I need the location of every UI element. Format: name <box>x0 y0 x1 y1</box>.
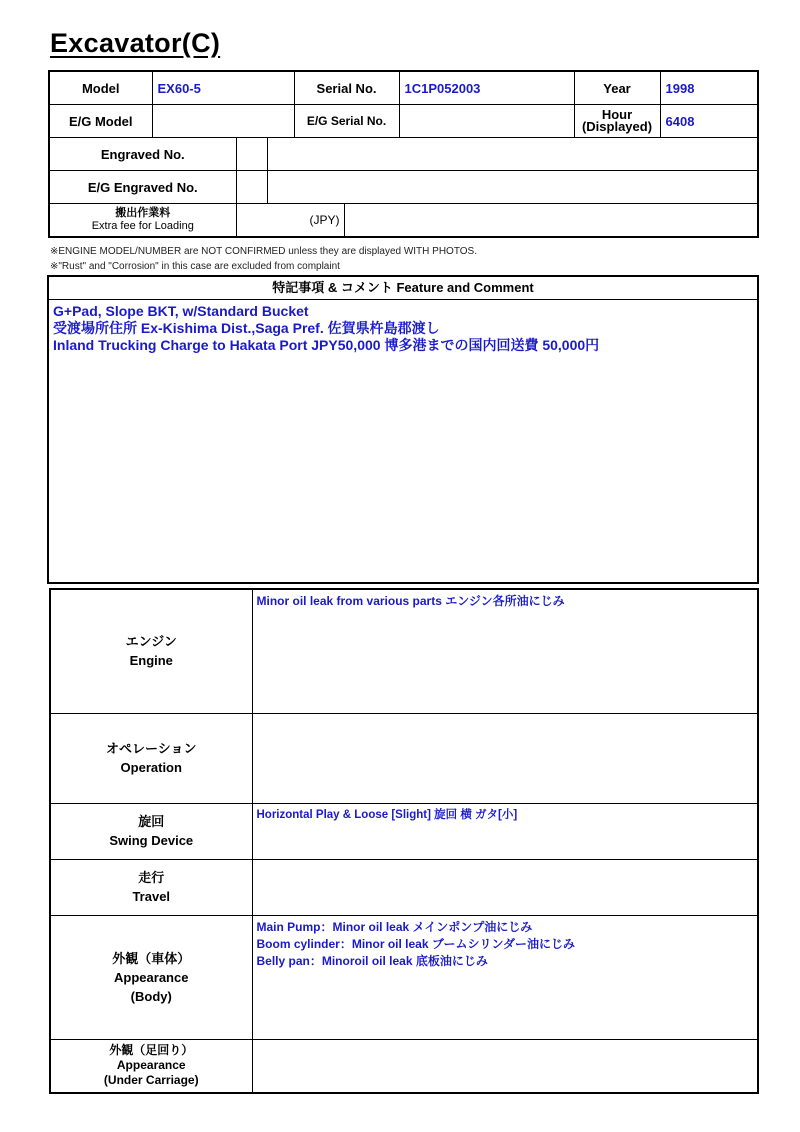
extra-fee-value <box>344 204 758 238</box>
hour-label <box>574 105 660 138</box>
year-label: Year <box>574 71 660 105</box>
eg-serial-label: E/G Serial No. <box>294 105 399 138</box>
extra-fee-label <box>49 204 236 238</box>
eg-engraved-box <box>236 171 267 204</box>
feature-body <box>49 300 757 357</box>
engine-label-en: Engine <box>129 653 173 669</box>
engine-label-jp: エンジン <box>125 634 177 650</box>
swing-comment: Horizontal Play & Loose [Slight] 旋回 横 ガタ[小] <box>256 808 518 821</box>
body-label-jp: 外観（車体） <box>112 950 191 966</box>
engine-comments <box>252 589 758 713</box>
spec-table <box>48 70 759 238</box>
body-label-en: Appearance <box>114 969 189 985</box>
engine-comment: Minor oil leak from various parts エンジン各所油にじみ <box>256 594 565 608</box>
undercarriage-label <box>50 1039 252 1093</box>
eg-model-value <box>152 105 294 138</box>
hour-label-line2: (Displayed) <box>581 119 653 134</box>
eg-engraved-value <box>267 171 758 204</box>
travel-comments <box>252 859 758 915</box>
travel-label <box>50 859 252 915</box>
operation-comments <box>252 713 758 803</box>
swing-label <box>50 803 252 859</box>
serial-value: 1C1P052003 <box>399 71 574 105</box>
travel-label-jp: 走行 <box>138 870 165 885</box>
engraved-label: Engraved No. <box>49 138 236 171</box>
engine-label <box>50 589 252 713</box>
travel-label-en: Travel <box>132 889 171 904</box>
currency-label: (JPY) <box>236 204 344 238</box>
extra-fee-label-jp: 搬出作業料 <box>115 207 171 219</box>
note-engine: ※ENGINE MODEL/NUMBER are NOT CONFIRMED unless they are displayed WITH PHOTOS. <box>50 246 477 257</box>
body-label <box>50 915 252 1039</box>
inspection-table <box>49 588 759 1094</box>
body-comments <box>252 915 758 1039</box>
eg-serial-value <box>399 105 574 138</box>
swing-label-jp: 旋回 <box>138 814 165 829</box>
model-label: Model <box>49 71 152 105</box>
undercarriage-label-en2: (Under Carriage) <box>103 1073 199 1088</box>
undercarriage-label-en: Appearance <box>116 1058 186 1073</box>
serial-label: Serial No. <box>294 71 399 105</box>
operation-label-en: Operation <box>120 760 182 775</box>
operation-label-jp: オペレーション <box>106 741 197 756</box>
extra-fee-label-en: Extra fee for Loading <box>91 220 194 232</box>
feature-line: 受渡場所住所 Ex-Kishima Dist.,Saga Pref. 佐賀県杵島郡渡し <box>53 320 440 336</box>
hour-label-line1: Hour <box>601 107 633 122</box>
engraved-box <box>236 138 267 171</box>
hour-value: 6408 <box>660 105 758 138</box>
eg-model-label: E/G Model <box>49 105 152 138</box>
feature-line: Inland Trucking Charge to Hakata Port JPY50,000 博多港までの国内回送費 50,000円 <box>53 337 600 353</box>
note-rust: ※"Rust" and "Corrosion" in this case are excluded from complaint <box>50 261 340 272</box>
engraved-value <box>267 138 758 171</box>
body-label-en2: (Body) <box>130 988 172 1004</box>
body-comment: Boom cylinder：Minor oil leak ブームシリンダー油にじみ <box>256 936 576 951</box>
feature-header: 特記事項 & コメント Feature and Comment <box>49 277 757 300</box>
body-comment: Belly pan：Minoroil oil leak 底板油にじみ <box>256 953 488 968</box>
undercarriage-comments <box>252 1039 758 1093</box>
model-value: EX60-5 <box>152 71 294 105</box>
operation-label <box>50 713 252 803</box>
year-value: 1998 <box>660 71 758 105</box>
feature-line: G+Pad, Slope BKT, w/Standard Bucket <box>53 303 309 319</box>
eg-engraved-label: E/G Engraved No. <box>49 171 236 204</box>
swing-comments <box>252 803 758 859</box>
body-comment: Main Pump：Minor oil leak メインポンプ油にじみ <box>256 919 533 934</box>
feature-box <box>47 275 759 584</box>
swing-label-en: Swing Device <box>109 833 194 848</box>
undercarriage-label-jp: 外観（足回り） <box>109 1043 194 1058</box>
page-title: Excavator(C) <box>50 28 221 58</box>
